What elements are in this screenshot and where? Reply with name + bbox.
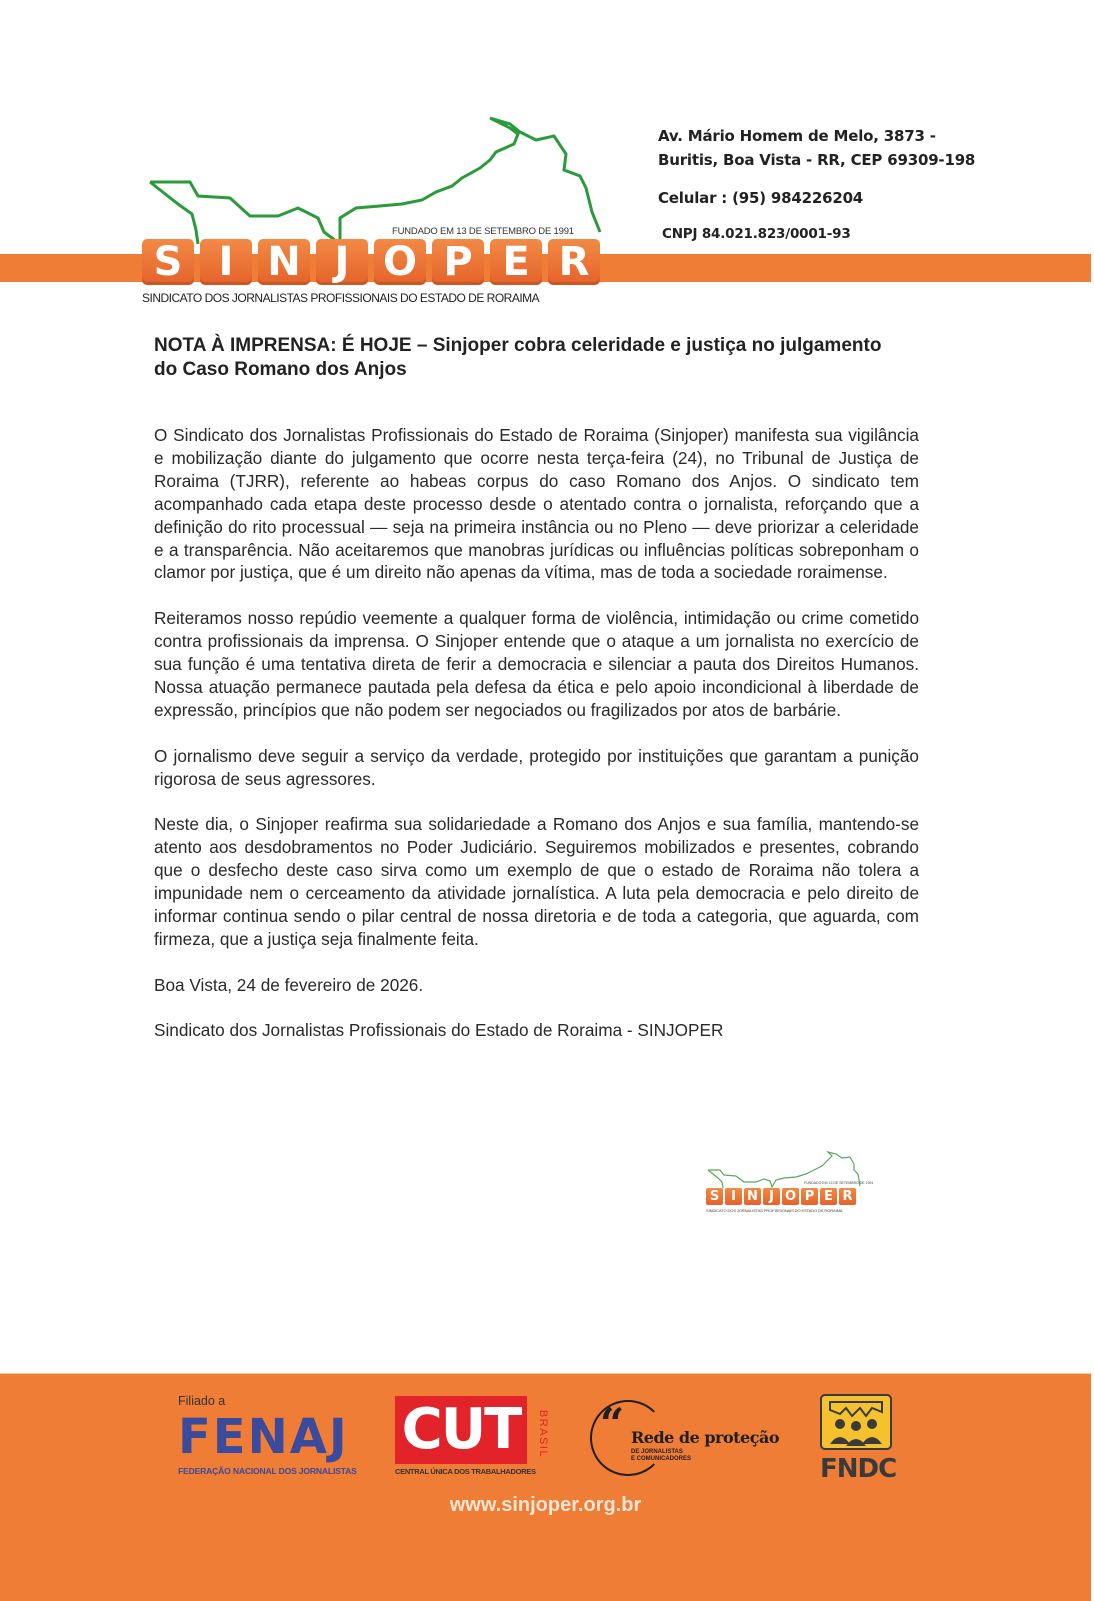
- stamp-tile: I: [725, 1188, 742, 1205]
- body-paragraph: Reiteramos nosso repúdio veemente a qualquer forma de violência, intimidação ou crime cometido contra profissionais da imprensa. O Sinjoper entende que o ataque a um jornalista no exercício de sua função é uma tentativa direta de ferir a democracia e silenciar a pauta dos Direitos Humanos. Nossa atuação permanece pautada pela defesa da ética e pelo apoio incondicional à liberdade de expressão, princípios que não podem ser negociados ou fragilizados por atos de barbárie.: [154, 608, 919, 720]
- stamp-tile: O: [782, 1188, 799, 1205]
- logo-tile: O: [374, 239, 426, 285]
- logo-tile: I: [200, 239, 252, 285]
- fenaj-wordmark: FENAJ: [178, 1409, 349, 1465]
- sinjoper-stamp-logo: [704, 1150, 874, 1220]
- fenaj-logo: [178, 1394, 358, 1476]
- body-paragraph: O jornalismo deve seguir a serviço da verdade, protegido por instituições que garantam a punição rigorosa de seus agressores.: [154, 745, 919, 789]
- rede-name: Rede de proteção: [631, 1428, 779, 1447]
- press-note-title: NOTA À IMPRENSA: É HOJE – Sinjoper cobra celeridade e justiça no julgamento do Caso Romano dos Anjos: [154, 335, 882, 380]
- sinjoper-logo: [140, 112, 610, 312]
- stamp-tile: P: [801, 1188, 818, 1205]
- signature-line: Sindicato dos Jornalistas Profissionais do Estado de Roraima - SINJOPER: [154, 1020, 724, 1041]
- footer: [0, 1373, 1091, 1601]
- cut-wordmark: CUT: [395, 1396, 527, 1464]
- stamp-tile: R: [839, 1188, 856, 1205]
- stamp-founded-text: FUNDADO EM 13 DE SETEMBRO DE 1991: [804, 1181, 874, 1185]
- date-line: Boa Vista, 24 de fevereiro de 2026.: [154, 974, 424, 995]
- stamp-tile: J: [763, 1188, 780, 1205]
- stamp-tile: S: [706, 1188, 723, 1205]
- rede-protecao-logo: [588, 1398, 788, 1478]
- logo-tile: R: [548, 239, 600, 285]
- website-link[interactable]: www.sinjoper.org.br: [449, 1494, 642, 1516]
- phone-number: Celular : (95) 984226204: [658, 189, 864, 207]
- people-speech-icon: [820, 1394, 892, 1450]
- logo-tagline: SINDICATO DOS JORNALISTAS PROFISSIONAIS DO ESTADO DE RORAIMA: [142, 291, 540, 305]
- rede-subtitle-1: DE JORNALISTAS: [631, 1449, 683, 1455]
- stamp-tile: E: [820, 1188, 837, 1205]
- fenaj-subtitle: FEDERAÇÃO NACIONAL DOS JORNALISTAS: [178, 1466, 357, 1476]
- affiliated-label: Filiado a: [178, 1394, 226, 1408]
- logo-tile: S: [142, 239, 194, 285]
- address-line-1: Av. Mário Homem de Melo, 3873 -: [658, 127, 936, 145]
- cut-country: BRASIL: [537, 1409, 550, 1459]
- stamp-tile: N: [744, 1188, 761, 1205]
- address-line-2: Buritis, Boa Vista - RR, CEP 69309-198: [658, 151, 976, 169]
- quote-icon: “: [600, 1399, 625, 1448]
- logo-tile: J: [316, 239, 368, 285]
- fndc-wordmark: FNDC: [820, 1454, 897, 1484]
- logo-tile: E: [490, 239, 542, 285]
- press-note-body: [154, 424, 919, 1065]
- cnpj-number: CNPJ 84.021.823/0001-93: [662, 226, 851, 242]
- logo-founded-text: FUNDADO EM 13 DE SETEMBRO DE 1991: [392, 226, 574, 237]
- logo-letter-tiles: [142, 239, 600, 285]
- cut-subtitle: CENTRAL ÚNICA DOS TRABALHADORES: [395, 1467, 536, 1476]
- logo-tile: P: [432, 239, 484, 285]
- stamp-letter-tiles: [706, 1188, 856, 1205]
- contact-info: [658, 124, 975, 246]
- body-paragraph: Neste dia, o Sinjoper reafirma sua solidariedade a Romano dos Anjos e sua família, mantendo-se atento aos desdobramentos no Poder Judiciário. Seguiremos mobilizados e presentes, cobrando que o desfecho deste caso sirva como um exemplo de que o estado de Roraima não tolera a impunidade nem o cerceamento da atividade jornalística. A luta pela democracia e pelo direito de informar continua sendo o pilar central de nossa diretoria e de toda a categoria, que aguarda, com firmeza, que a justiça seja finalmente feita.: [154, 814, 919, 949]
- rede-subtitle-2: E COMUNICADORES: [631, 1456, 692, 1462]
- cut-logo: [395, 1396, 555, 1476]
- stamp-tagline: SINDICATO DOS JORNALISTAS PROFISSIONAIS DO ESTADO DE RORAIMA: [706, 1208, 843, 1213]
- fndc-logo: [820, 1394, 900, 1484]
- body-paragraph: O Sindicato dos Jornalistas Profissionais do Estado de Roraima (Sinjoper) manifesta sua vigilância e mobilização diante do julgamento que ocorre nesta terça-feira (24), no Tribunal de Justiça de Roraima (TJRR), referente ao habeas corpus do caso Romano dos Anjos. O sindicato tem acompanhado cada etapa deste processo desde o atentado contra o jornalista, reforçando que a definição do rito processual — seja na primeira instância ou no Pleno — deve priorizar a celeridade e a transparência. Não aceitaremos que manobras jurídicas ou influências políticas sobreponham o clamor por justiça, que é um direito não apenas da vítima, mas de toda a sociedade roraimense.: [154, 425, 919, 583]
- logo-tile: N: [258, 239, 310, 285]
